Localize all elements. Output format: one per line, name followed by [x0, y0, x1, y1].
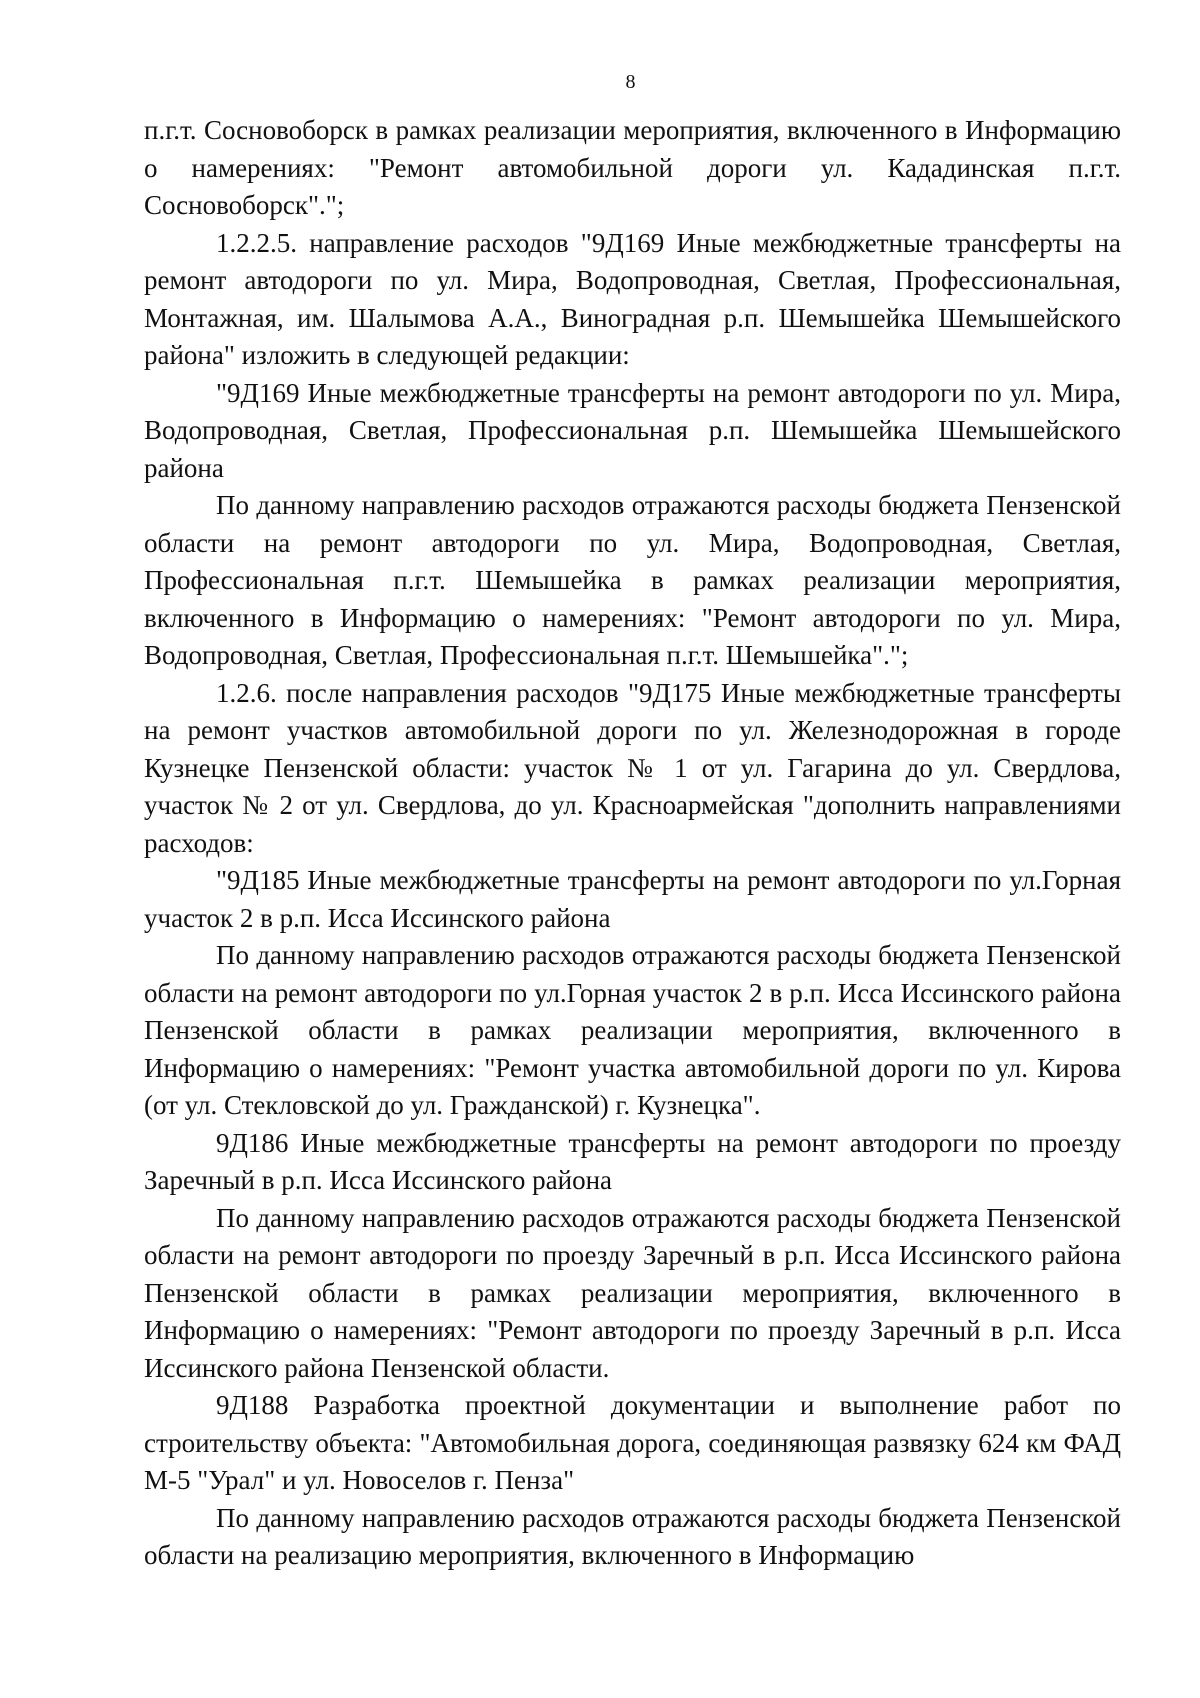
paragraph-item-1-2-6: 1.2.6. после направления расходов "9Д175 Иные межбюджетные трансферты на ремонт участков автомобильной дороги по ул. Железнодорожная в городе Кузнецке Пензенской области: участок № 1 от ул. Гагарина до ул. Свердлова, участок № 2 от ул. Свердлова, до ул. Красноармейская "дополнить направлениями расходов:: [144, 677, 1121, 858]
paragraph-9d188-description: По данному направлению расходов отражаются расходы бюджета Пензенской области на реализацию мероприятия, включенного в Информацию: [144, 1502, 1121, 1570]
paragraph-continuation: п.г.т. Сосновоборск в рамках реализации мероприятия, включенного в Информацию о намерениях: "Ремонт автомобильной дороги ул. Кададинская п.г.т. Сосновоборск".";: [144, 115, 1121, 220]
paragraph-9d185-title: "9Д185 Иные межбюджетные трансферты на ремонт автодороги по ул.Горная участок 2 в р.п. Исса Иссинского района: [144, 865, 1121, 933]
paragraph-9d169-description: По данному направлению расходов отражаются расходы бюджета Пензенской области на ремонт автодороги по ул. Мира, Водопроводная, Светлая, Профессиональная п.г.т. Шемышейка в рамках реализации мероприятия, включенного в Информацию о намерениях: "Ремонт автодороги по ул. Мира, Водопроводная, Светлая, Профессиональная п.г.т. Шемышейка".";: [144, 490, 1121, 670]
paragraph-9d169-title: "9Д169 Иные межбюджетные трансферты на ремонт автодороги по ул. Мира, Водопроводная, Светлая, Профессиональная р.п. Шемышейка Шемышейского района: [144, 377, 1121, 483]
paragraph-9d186-title: 9Д186 Иные межбюджетные трансферты на ремонт автодороги по проезду Заречный в р.п. Исса Иссинского района: [144, 1127, 1121, 1195]
paragraph-9d188-title: 9Д188 Разработка проектной документации и выполнение работ по строительству объекта: "Автомобильная дорога, соединяющая развязку 624 км ФАД М-5 "Урал" и ул. Новоселов г. Пенза": [144, 1390, 1121, 1495]
page-number: 8: [625, 71, 636, 93]
paragraph-9d185-description: По данному направлению расходов отражаются расходы бюджета Пензенской области на ремонт автодороги по ул.Горная участок 2 в р.п. Исса Иссинского района Пензенской области в рамках реализации мероприятия, включенного в Информацию о намерениях: "Ремонт участка автомобильной дороги по ул. Кирова (от ул. Стекловской до ул. Гражданской) г. Кузнецка".: [144, 940, 1121, 1120]
paragraph-9d186-description: По данному направлению расходов отражаются расходы бюджета Пензенской области на ремонт автодороги по проезду Заречный в р.п. Исса Иссинского района Пензенской области в рамках реализации мероприятия, включенного в Информацию о намерениях: "Ремонт автодороги по проезду Заречный в р.п. Исса Иссинского района Пензенской области.: [144, 1202, 1121, 1383]
document-body: [144, 112, 1121, 1575]
paragraph-item-1-2-2-5: 1.2.2.5. направление расходов "9Д169 Иные межбюджетные трансферты на ремонт автодороги по ул. Мира, Водопроводная, Светлая, Профессиональная, Монтажная, им. Шалымова А.А., Виноградная р.п. Шемышейка Шемышейского района" изложить в следующей редакции:: [144, 227, 1121, 370]
